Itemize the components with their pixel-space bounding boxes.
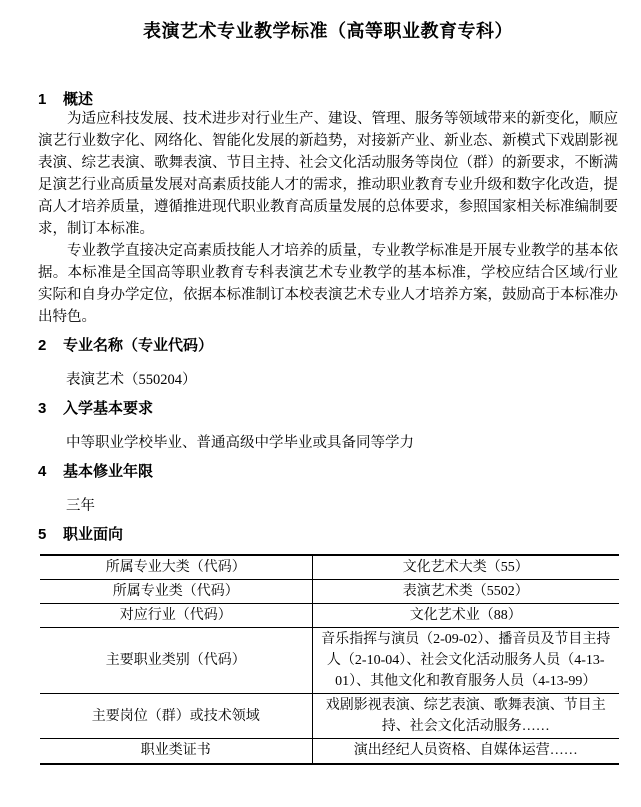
row-label-occupation-category: 主要职业类别（代码） [40,628,312,694]
section-heading-study-duration [38,464,618,480]
section-heading-major-name [38,338,618,354]
section-heading-label: 职业面向 [63,526,124,543]
document-title: 表演艺术专业教学标准（高等职业教育专科） [143,21,513,41]
section-heading-label: 概述 [63,91,94,108]
row-label-certificates: 职业类证书 [40,739,312,764]
section-heading-overview [38,92,618,108]
section-heading-admission [38,401,618,417]
section-number: 1 [38,91,47,108]
section-heading-career-orientation [38,527,618,543]
row-label-main-posts: 主要岗位（群）或技术领域 [40,694,312,739]
row-value-certificates: 演出经纪人员资格、自媒体运营…… [312,739,619,764]
document-page [0,20,641,807]
row-value-industry: 文化艺术业（88） [312,604,619,628]
row-value-major-category: 文化艺术大类（55） [312,555,619,580]
overview-body [38,108,618,328]
row-value-major-class: 表演艺术类（5502） [312,580,619,604]
row-label-major-category: 所属专业大类（代码） [105,560,246,575]
section-number: 2 [38,337,47,354]
section-number: 5 [38,526,47,543]
study-duration-value: 三年 [66,498,95,514]
table-row [40,628,619,694]
row-label-industry: 对应行业（代码） [40,604,312,628]
section-number: 4 [38,463,47,480]
overview-paragraph-2: 专业教学直接决定高素质技能人才培养的质量，专业教学标准是开展专业教学的基本依据。本标准是全国高等职业教育专科表演艺术专业教学的基本标准，学校应结合区域/行业实际和自身办学定位，依据本标准制订本校表演艺术专业人才培养方案，鼓励高于本标准办出特色。 [38,243,618,325]
table-row [40,580,619,604]
section-heading-label: 专业名称（专业代码） [63,337,214,354]
table-row [40,604,619,628]
table-row [40,555,619,580]
admission-requirement-value: 中等职业学校毕业、普通高级中学毕业或具备同等学力 [66,435,414,451]
row-value-occupation-category: 音乐指挥与演员（2-09-02）、播音员及节目主持人（2-10-04）、社会文化活动服务人员（4-13-01）、其他文化和教育服务人员（4-13-99） [312,628,619,694]
major-name-value: 表演艺术（550204） [66,372,197,388]
section-heading-label: 基本修业年限 [63,463,154,480]
table-row [40,739,619,764]
row-label-major-class: 所属专业类（代码） [40,580,312,604]
overview-paragraph-1: 为适应科技发展、技术进步对行业生产、建设、管理、服务等领域带来的新变化，顺应演艺行业数字化、网络化、智能化发展的新趋势，对接新产业、新业态、新模式下戏剧影视表演、综艺表演、歌舞表演、节目主持、社会文化活动服务等岗位（群）的新要求，不断满足演艺行业高质量发展对高素质技能人才的需求，推动职业教育专业升级和数字化改造，提高人才培养质量，遵循推进现代职业教育高质量发展的总体要求，参照国家相关标准编制要求，制订本标准。 [38,111,618,237]
section-number: 3 [38,400,47,417]
table-row [40,694,619,739]
row-value-main-posts: 戏剧影视表演、综艺表演、歌舞表演、节目主持、社会文化活动服务…… [312,694,619,739]
section-heading-label: 入学基本要求 [63,400,154,417]
career-orientation-table [40,554,619,765]
